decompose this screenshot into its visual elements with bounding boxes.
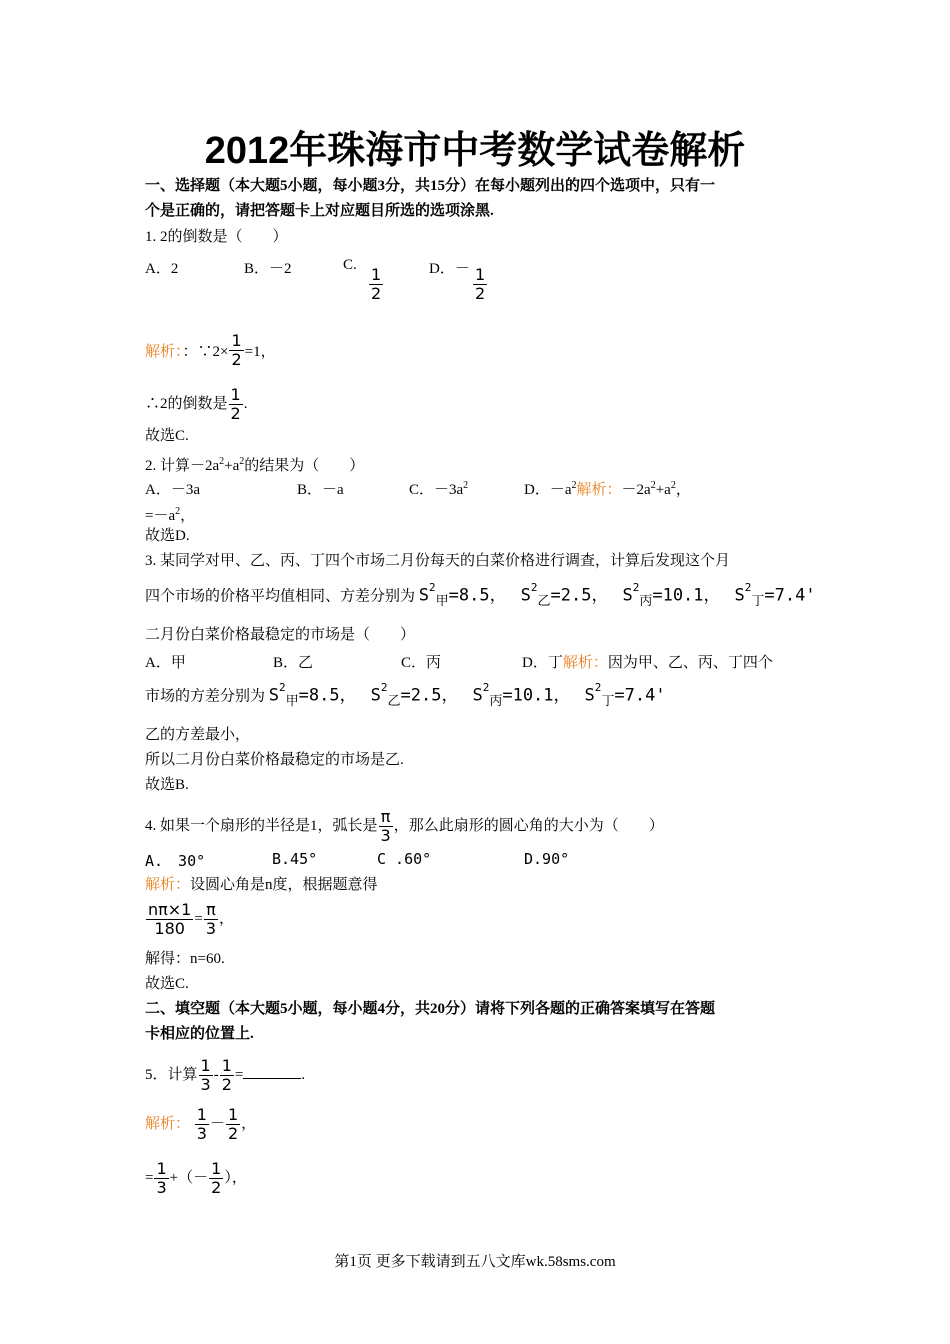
variance-bing: $S^2_丙=10.1$， bbox=[622, 581, 721, 610]
q4-option-d: D.90° bbox=[524, 850, 570, 868]
q4-stem: 4. 如果一个扇形的半径是1，弧长是 $\frac{\pi}{3}$ ，那么此扇形的圆心角的大小为（ ） bbox=[145, 807, 664, 845]
q2-option-c: C．$-3a^2$ bbox=[409, 480, 469, 498]
q3-option-c: C．丙 bbox=[401, 655, 442, 671]
section1-heading-line2: 个是正确的，请把答题卡上对应题目所选的选项涂黑. bbox=[145, 203, 494, 219]
q4-option-b: B.45° bbox=[272, 850, 318, 868]
q3-stem-line1: 3. 某同学对甲、乙、丙、丁四个市场二月份每天的白菜价格进行调查，计算后发现这个月 bbox=[145, 553, 731, 569]
variance-ding: $S^2_丁=7.4'$ bbox=[734, 581, 816, 610]
q4-solve: 解得：n=60. bbox=[145, 951, 225, 967]
analysis-label: 解析： bbox=[562, 655, 608, 671]
q1-stem: 1. 2的倒数是（ ） bbox=[145, 229, 288, 245]
q2-option-b: B．－a bbox=[297, 482, 344, 498]
q2-option-d-and-analysis: D．$-a^2$解析：$-2a^2+a^2$， bbox=[524, 480, 691, 498]
q1-conclusion: ∴2的倒数是 $\frac{1}{2}$ . bbox=[145, 385, 248, 423]
q1-analysis: 解析：：∵2× $\frac{1}{2}$ =1， bbox=[145, 331, 276, 369]
q2-stem: 2. 计算$-2a^2+a^2$的结果为（ ） bbox=[145, 456, 365, 474]
fraction: $\frac{\pi}{3}$ bbox=[205, 900, 217, 938]
q3-analysis-line2: 市场的方差分别为 $S^2_甲=8.5$， $S^2_乙=2.5$， $S^2_丙=10.1$， $S^2_丁=7.4'$ bbox=[145, 681, 666, 710]
q5-analysis: 解析： $\frac{1}{3}$ － $\frac{1}{2}$ ， bbox=[145, 1105, 257, 1143]
fraction: $\frac{n\pi\times 1}{180}$ bbox=[148, 900, 192, 938]
q3-option-d-and-analysis: D．丁解析：因为甲、乙、丙、丁四个 bbox=[522, 655, 773, 671]
fraction: $\frac{\pi}{3}$ bbox=[380, 807, 391, 845]
section1-heading-line1: 一、选择题（本大题5小题，每小题3分，共15分）在每小题列出的四个选项中，只有一 bbox=[145, 178, 716, 194]
q3-stem-line2: 四个市场的价格平均值相同、方差分别为 $S^2_甲=8.5$， $S^2_乙=2.5$， $S^2_丙=10.1$， $S^2_丁=7.4'$ bbox=[145, 581, 830, 612]
q4-equation: $\frac{n\pi\times 1}{180}$ = $\frac{\pi}{3}$ ， bbox=[148, 900, 235, 938]
section2-heading-line1: 二、填空题（本大题5小题，每小题4分，共20分）请将下列各题的正确答案填写在答题 bbox=[145, 1001, 716, 1017]
analysis-label: 解析： bbox=[576, 482, 622, 498]
page-title: 2012年珠海市中考数学试卷解析 bbox=[204, 130, 746, 172]
q4-choice: 故选C. bbox=[145, 976, 189, 992]
q3-min-variance: 乙的方差最小， bbox=[145, 727, 251, 743]
fraction: $\frac{1}{2}$ bbox=[231, 331, 242, 369]
analysis-label: 解析： bbox=[145, 343, 183, 360]
analysis-label: 解析： bbox=[145, 877, 191, 893]
variance-jia: $S^2_甲=8.5$， bbox=[418, 581, 507, 610]
q5-stem: 5．计算 $\frac{1}{3}$ - $\frac{1}{2}$ = . bbox=[145, 1056, 306, 1094]
analysis-label: 解析： bbox=[145, 1115, 191, 1132]
answer-blank bbox=[243, 1064, 301, 1079]
q3-stem-line3: 二月份白菜价格最稳定的市场是（ ） bbox=[145, 627, 416, 643]
q1-choice: 故选C. bbox=[145, 428, 189, 444]
q3-conclusion: 所以二月份白菜价格最稳定的市场是乙. bbox=[145, 752, 404, 768]
variance-yi: $S^2_乙=2.5$， bbox=[520, 581, 609, 610]
q4-analysis: 解析：设圆心角是n度，根据题意得 bbox=[145, 877, 378, 893]
q2-step: $=-a^2$， bbox=[145, 506, 196, 524]
q1-option-c-fraction: $\frac{1}{2}$ bbox=[371, 265, 382, 303]
section2-heading-line2: 卡相应的位置上. bbox=[145, 1026, 254, 1042]
q3-option-a: A．甲 bbox=[145, 655, 186, 671]
q2-option-a: A．－3a bbox=[145, 482, 200, 498]
page-footer: 第1页 更多下载请到五八文库wk.58sms.com bbox=[334, 1254, 616, 1270]
q3-option-b: B．乙 bbox=[273, 655, 314, 671]
q2-choice: 故选D. bbox=[145, 528, 190, 544]
q1-option-d: D．－ bbox=[429, 261, 470, 277]
q1-option-d-fraction: $\frac{1}{2}$ bbox=[475, 265, 486, 303]
q5-step: = $\frac{1}{3}$ +（－ $\frac{1}{2}$ ）， bbox=[145, 1159, 247, 1197]
q1-option-a: A．2 bbox=[145, 261, 179, 277]
q4-option-a: A. 30° bbox=[145, 852, 206, 870]
fraction: $\frac{1}{2}$ bbox=[230, 385, 241, 423]
q4-option-c: C .60° bbox=[377, 850, 432, 868]
q3-choice: 故选B. bbox=[145, 777, 189, 793]
q1-option-b: B．－2 bbox=[244, 261, 292, 277]
q1-option-c: C. bbox=[343, 257, 357, 273]
